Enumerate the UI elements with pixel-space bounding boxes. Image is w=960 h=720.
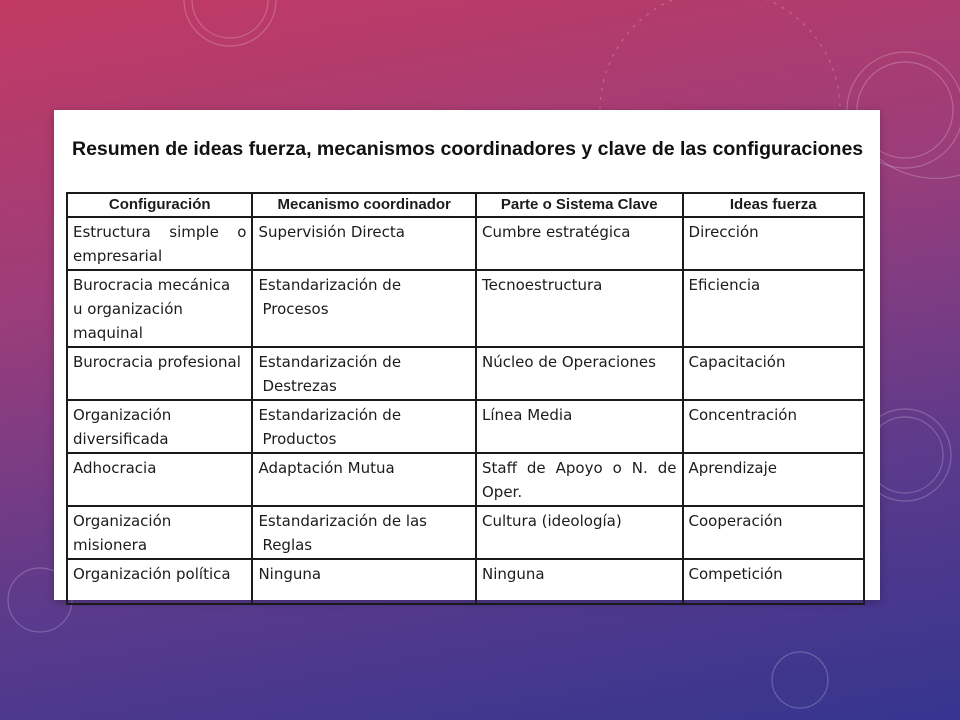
cell-text: Adhocracia (73, 459, 157, 477)
cell-text: Adaptación Mutua (258, 459, 395, 477)
cell-parte (476, 506, 683, 559)
cell-mecanismo (252, 347, 476, 400)
cell-text: Estandarización de las (258, 512, 427, 530)
cell-text: Cultura (ideología) (482, 512, 622, 530)
cell-text: Burocracia profesional (73, 353, 241, 371)
cell-configuracion (67, 347, 252, 400)
cell-ideas (683, 506, 864, 559)
cell-configuracion (67, 270, 252, 347)
cell-text: Concentración (688, 406, 797, 424)
cell-text: Cooperación (688, 512, 783, 530)
cell-text: Dirección (688, 223, 759, 241)
cell-text: Capacitación (688, 353, 786, 371)
cell-text: Ninguna (258, 565, 322, 583)
cell-mecanismo (252, 217, 476, 270)
cell-text: Cumbre estratégica (482, 223, 631, 241)
cell-text: Estandarización de (258, 276, 402, 294)
cell-configuracion: Estructura simple o empresarial (67, 217, 252, 270)
cell-text: empresarial (73, 247, 163, 265)
cell-text: Núcleo de Operaciones (482, 353, 656, 371)
cell-parte: Staff de Apoyo o N. de Oper. (476, 453, 683, 506)
cell-parte (476, 400, 683, 453)
cell-ideas (683, 270, 864, 347)
cell-text: Organización (73, 406, 172, 424)
cell-text: u organización (73, 300, 183, 318)
cell-configuracion (67, 559, 252, 604)
cell-text: Productos (262, 430, 337, 448)
table-row (67, 559, 864, 604)
cell-ideas (683, 347, 864, 400)
cell-text: Eficiencia (688, 276, 761, 294)
page-title: Resumen de ideas fuerza, mecanismos coordinadores y clave de las configuraciones (72, 138, 864, 160)
cell-parte (476, 347, 683, 400)
cell-text: Competición (688, 565, 783, 583)
cell-text: Línea Media (482, 406, 573, 424)
cell-text: Aprendizaje (688, 459, 778, 477)
cell-ideas (683, 453, 864, 506)
cell-text: Estandarización de (258, 406, 402, 424)
table-row (67, 270, 864, 347)
cell-text: Reglas (262, 536, 313, 554)
cell-mecanismo (252, 270, 476, 347)
cell-configuracion (67, 506, 252, 559)
table-row (67, 400, 864, 453)
configurations-table (66, 192, 865, 605)
cell-text: Oper. (482, 483, 523, 501)
cell-mecanismo (252, 453, 476, 506)
cell-text: Tecnoestructura (482, 276, 603, 294)
cell-parte (476, 559, 683, 604)
table-image-card (54, 110, 880, 600)
table-row (67, 506, 864, 559)
cell-ideas (683, 400, 864, 453)
cell-mecanismo (252, 559, 476, 604)
cell-text: Organización política (73, 565, 231, 583)
cell-configuracion (67, 400, 252, 453)
cell-text: Estructura (73, 223, 151, 241)
table-row (67, 453, 864, 506)
header-parte-clave: Parte o Sistema Clave (476, 193, 683, 217)
cell-ideas (683, 217, 864, 270)
cell-text: Organización (73, 512, 172, 530)
header-configuracion: Configuración (67, 193, 252, 217)
header-ideas-fuerza: Ideas fuerza (683, 193, 864, 217)
header-mecanismo: Mecanismo coordinador (252, 193, 476, 217)
cell-ideas (683, 559, 864, 604)
cell-parte (476, 217, 683, 270)
cell-text: Supervisión Directa (258, 223, 405, 241)
cell-text: Ninguna (482, 565, 545, 583)
table-header-row (67, 193, 864, 217)
cell-text: Destrezas (262, 377, 337, 395)
cell-configuracion (67, 453, 252, 506)
table-row (67, 347, 864, 400)
table-row (67, 217, 864, 270)
cell-text: Estandarización de (258, 353, 402, 371)
cell-text: maquinal (73, 324, 143, 342)
cell-mecanismo (252, 506, 476, 559)
cell-text: Procesos (262, 300, 329, 318)
cell-text: diversificada (73, 430, 169, 448)
cell-parte (476, 270, 683, 347)
cell-text: misionera (73, 536, 148, 554)
cell-text: Burocracia mecánica (73, 276, 231, 294)
cell-mecanismo (252, 400, 476, 453)
